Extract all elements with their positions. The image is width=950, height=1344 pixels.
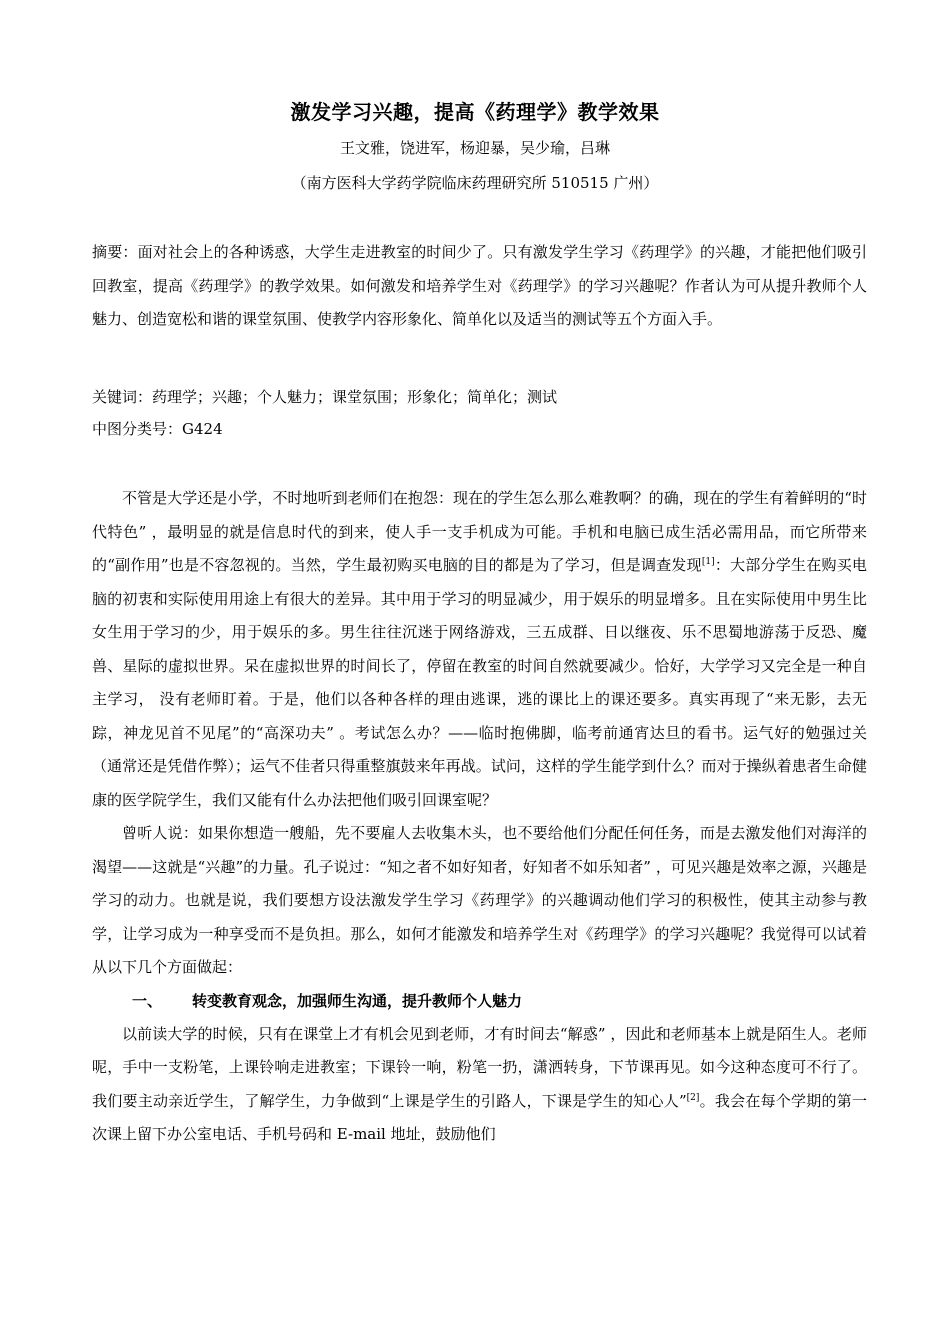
paragraph-1-text-a: 不管是大学还是小学，不时地听到老师们在抱怨：现在的学生怎么那么难教啊？的确，现在的学生有着鲜明的“时代特色” ，最明显的就是信息时代的到来，使人手一支手机成为可能。手机和电脑已成生活必需用品，而它所带来的“副作用”也是不容忽视的。当然，学生最初购买电脑的目的都是为了学习，但是调查发现 bbox=[92, 489, 867, 574]
paragraph-1-text-b: ：大部分学生在购买电脑的初衷和实际使用用途上有很大的差异。其中用于学习的明显减少，用于娱乐的明显增多。且在实际使用中男生比女生用于学习的少，用于娱乐的多。男生往往沉迷于网络游戏，三五成群、日以继夜、乐不思蜀地游荡于反恐、魔兽、星际的虚拟世界。呆在虚拟世界的时间长了，停留在教室的时间自然就要减少。恰好，大学学习又完全是一种自主学习， 没有老师盯着。于是，他们以各种各样的理由逃课，逃的课比上的课还要多。真实再现了“来无影，去无踪，神龙见首不见尾”的“高深功夫” 。考试怎么办？——临时抱佛脚，临考前通宵达旦的看书。运气好的勉强过关（通常还是凭借作弊）；运气不佳者只得重整旗鼓来年再战。试问，这样的学生能学到什么？而对于操纵着患者生命健康的医学院学生，我们又能有什么办法把他们吸引回课室呢？ bbox=[92, 556, 867, 809]
paragraph-2: 曾听人说：如果你想造一艘船，先不要雇人去收集木头，也不要给他们分配任何任务，而是去激发他们对海洋的渴望——这就是“兴趣”的力量。孔子说过：“知之者不如好知者，好知者不如乐知者” ，可见兴趣是效率之源，兴趣是学习的动力。也就是说，我们要想方设法激发学生学习《药理学》的兴趣调动他们学习的积极性，使其主动参与教学，让学习成为一种享受而不是负担。那么，如何才能激发和培养学生对《药理学》的学习兴趣呢？我觉得可以试着从以下几个方面做起： bbox=[92, 824, 867, 976]
section-heading-1 bbox=[92, 985, 867, 1018]
paper-title: 激发学习兴趣，提高《药理学》教学效果 bbox=[290, 100, 660, 124]
paragraph-1 bbox=[92, 482, 867, 817]
citation-1: [1] bbox=[701, 557, 715, 567]
keywords: 关键词：药理学；兴趣；个人魅力；课堂氛围；形象化；简单化；测试 bbox=[92, 388, 558, 406]
paragraph-3-text-a: 以前读大学的时候，只有在课堂上才有机会见到老师，才有时间去“解惑” ，因此和老师基本上就是陌生人。老师呢，手中一支粉笔，上课铃响走进教室；下课铃一响，粉笔一扔，潇洒转身，下节课再见。如今这种态度可不行了。我们要主动亲近学生，了解学生，力争做到“上课是学生的引路人，下课是学生的知心人” bbox=[92, 1024, 867, 1110]
section-heading-text: 转变教育观念，加强师生沟通，提升教师个人魅力 bbox=[192, 991, 523, 1010]
abstract: 摘要：面对社会上的各种诱惑，大学生走进教室的时间少了。只有激发学生学习《药理学》的兴趣，才能把他们吸引回教室，提高《药理学》的教学效果。如何激发和培养学生对《药理学》的学习兴趣呢？作者认为可从提升教师个人魅力、创造宽松和谐的课堂氛围、使教学内容形象化、简单化以及适当的测试等五个方面入手。 bbox=[92, 243, 867, 328]
classification-number: 中图分类号：G424 bbox=[92, 420, 223, 438]
citation-2: [2] bbox=[686, 1092, 700, 1103]
paragraph-3-text-b: 。我会在每个学期的第一次课上留下办公室电话、手机号码和 E-mail 地址，鼓励他们 bbox=[92, 1091, 867, 1143]
paragraph-3 bbox=[92, 1018, 867, 1152]
author-list: 王文雅，饶进军，杨迎暴，吴少瑜，吕琳 bbox=[339, 139, 610, 157]
section-number: 一、 bbox=[132, 991, 163, 1010]
affiliation: （南方医科大学药学院临床药理研究所 510515 广州） bbox=[291, 174, 659, 192]
body-text bbox=[92, 482, 867, 1152]
